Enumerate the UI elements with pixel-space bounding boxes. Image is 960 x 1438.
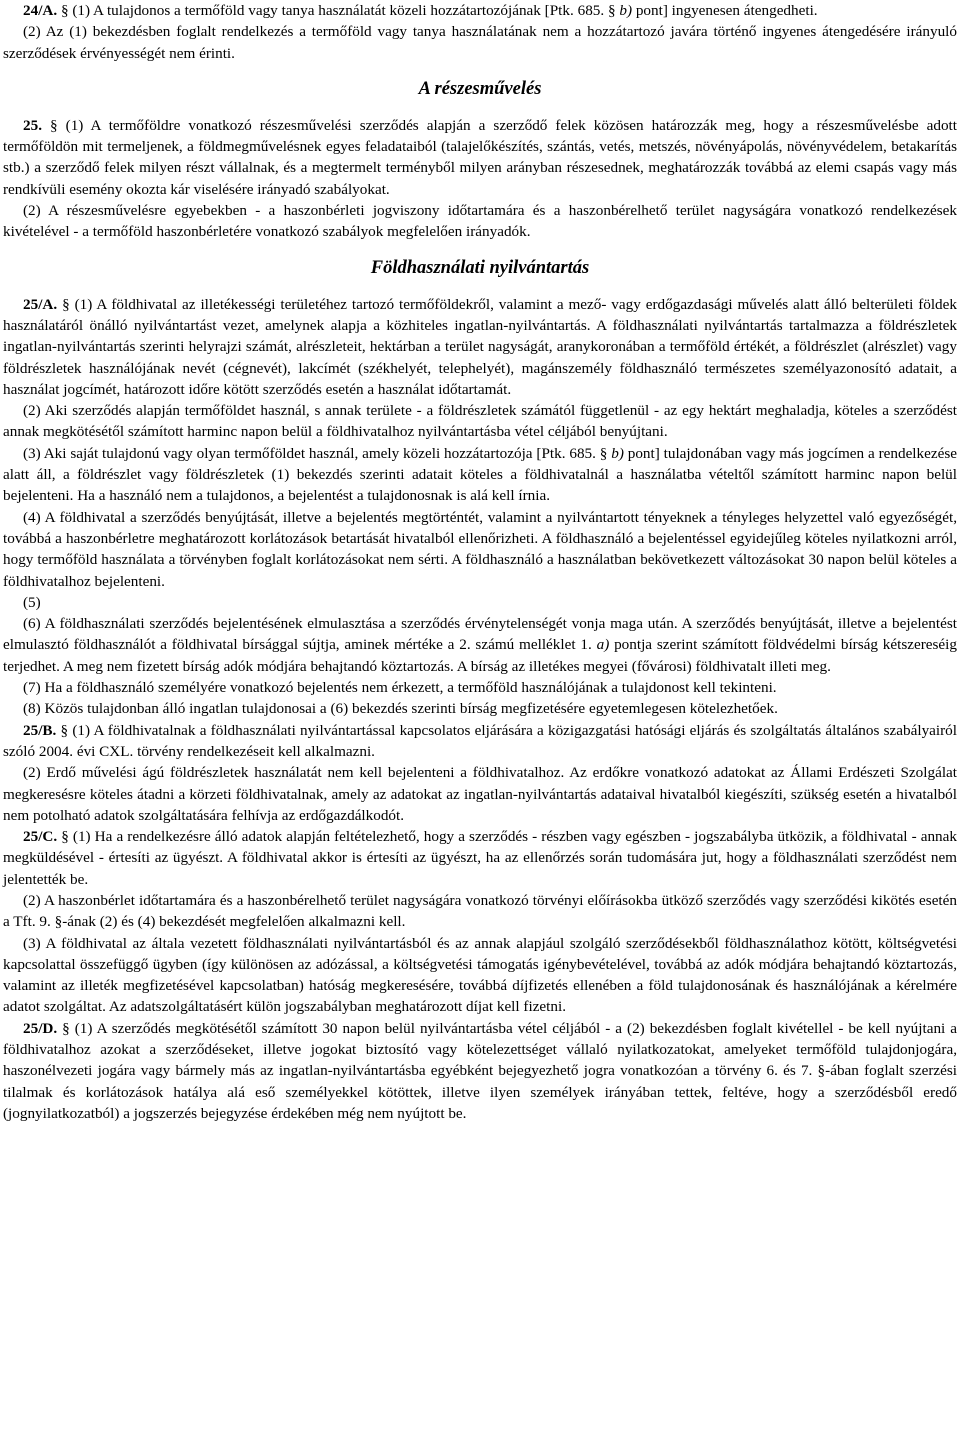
section-24a-paragraph-1 <box>3 0 957 21</box>
section-25a-paragraph-7 <box>3 677 957 698</box>
paragraph-text: pontja szerint számított földvédelmi bírság kétszereséig terjedhet. A meg nem fizetett bírság adók módjára behajtandó köztartozás. A bírság az illetékes megyei (fővárosi) földhivatalt illeti meg. <box>3 636 957 675</box>
section-24a-paragraph-2 <box>3 21 957 64</box>
section-number: 25. <box>23 116 42 134</box>
paragraph-italic-text: a) <box>596 636 610 654</box>
paragraph-text: (2) Aki szerződés alapján termőföldet használ, s annak területe - a földrészletek számától függetlenül - az egy hektárt meghaladja, köteles a szerződést annak megkötésétől számított harminc napon belül a földhivatalhoz nyilvántartásba vétel céljából benyújtani. <box>3 402 957 441</box>
paragraph-text: (5) <box>23 593 41 611</box>
paragraph-italic-text: b) <box>611 444 624 462</box>
section-25a-paragraph-6 <box>3 613 957 677</box>
section-number: 25/C. <box>23 828 58 846</box>
paragraph-text: § (1) A földhivatal az illetékességi területéhez tartozó termőföldekről, valamint a mező- vagy erdőgazdasági művelés alatt álló belterületi földek használatáról önálló nyilvántartást vezet, amelynek alapja a közhiteles ingatlan-nyilvántartás. A földhasználati nyilvántartás tartalmazza a földrészletek ingatlan-nyilvántartás szerinti helyrajzi számát, alrészleteit, hektárban a terület nagyságát, aranykoronában a termőföld értékét, a földrészlet (alrészlet) vagy földrészletek használójának nevét (cégnevét), lakcímét (székhelyét, telephelyét), magánszemély földhasználó természetes személyazonosító adatait, a használat jogcímét, határozott időre kötött szerződés esetén a használat időtartamát. <box>3 295 957 398</box>
section-25-paragraph-2 <box>3 200 957 243</box>
section-25a-paragraph-3 <box>3 443 957 507</box>
section-25c-paragraph-1 <box>3 826 957 890</box>
heading-foldhasznalati-nyilvantartas: Földhasználati nyilvántartás <box>370 257 590 278</box>
section-25b-paragraph-1 <box>3 720 957 763</box>
paragraph-text: (8) Közös tulajdonban álló ingatlan tulajdonosai a (6) bekezdés szerinti bírság megfizetésére egyetemlegesen kötelezhetőek. <box>23 700 778 718</box>
paragraph-text: pont] ingyenesen átengedheti. <box>632 2 818 19</box>
section-25a-paragraph-4 <box>3 507 957 592</box>
section-number: 25/B. <box>23 721 57 739</box>
paragraph-italic-text: b) <box>619 2 633 19</box>
paragraph-text: § (1) A földhivatalnak a földhasználati nyilvántartással kapcsolatos eljárására a közigazgatási hatósági eljárás és szolgáltatás általános szabályairól szóló 2004. évi CXL. törvény rendelkezéseit kell alkalmazni. <box>3 721 957 760</box>
paragraph-text: (2) A haszonbérlet időtartamára és a haszonbérelhető terület nagyságára vonatkozó törvényi előírásokba ütköző szerződés vagy szerződési kikötés esetén a Tft. 9. §-ának (2) és (4) bekezdését megfelelően alkalmazni kell. <box>3 891 957 931</box>
paragraph-text: § (1) Ha a rendelkezésre álló adatok alapján feltételezhető, hogy a szerződés - részben vagy egészben - jogszabályba ütközik, a földhivatal - annak megküldésével - értesíti az ügyészt. A földhivatal akkor is értesíti az ügyészt, ha az ellenőrzés során tudomására jut, hogy a földhasználati szerződést nem jelentették be. <box>3 828 957 888</box>
section-25d-paragraph-1 <box>3 1018 957 1124</box>
section-25a-paragraph-8 <box>3 698 957 719</box>
section-number: 25/D. <box>23 1019 58 1037</box>
paragraph-text: (3) Aki saját tulajdonú vagy olyan termőföldet használ, amely közeli hozzátartozója [Ptk. 685. § <box>23 444 612 462</box>
paragraph-text: (2) Az (1) bekezdésben foglalt rendelkezés a termőföld vagy tanya használatának nem a hozzátartozó javára történő ingyenes átengedésére irányuló szerződések érvényességét nem érinti. <box>3 23 957 62</box>
paragraph-text: (7) Ha a földhasználó személyére vonatkozó bejelentés nem érkezett, a termőföld használójának a tulajdonost kell tekinteni. <box>23 679 777 697</box>
paragraph-text: § (1) A termőföldre vonatkozó részesművelési szerződés alapján a szerződő felek közösen határozzák meg, hogy a részesművelésbe adott termőföldön mit termeljenek, a földmegművelésnek egyes feladataiból (talajelőkészítés, szántás, vetés, metszés, növényápolás, növényvédelem, betakarítás stb.) a szerződő felek milyen részt vállalnak, és a megtermelt terményből milyen arányban részesednek, meghatározzák továbbá az elemi csapás vagy más rendkívüli esemény okozta kár viselésére irányadó szabályokat. <box>3 116 957 198</box>
section-25b-paragraph-2 <box>3 762 957 826</box>
section-25a-paragraph-2 <box>3 400 957 443</box>
paragraph-text: (4) A földhivatal a szerződés benyújtását, illetve a bejelentés megtörténtét, valamint a nyilvántartott tényeknek a tényleges helyzettel való egyezőségét, továbbá a haszonbérletre meghatározott korlátozások betartását hivatalból ellenőrizheti. A földhasználó a bejelentéssel egyidejűleg köteles nyilatkozni arról, hogy termőföld használata a törvényben foglalt korlátozásokat nem sérti. A földhasználó a használatban bekövetkezett változásokat 30 napon belül köteles a földhivatalhoz bejelenteni. <box>3 508 957 590</box>
section-25c-paragraph-3 <box>3 933 957 1018</box>
heading-reszesmuveles: A részesművelés <box>418 78 542 99</box>
paragraph-text: pont] tulajdonában vagy más jogcímen a rendelkezése alatt áll, a földrészlet vagy földrészletek (1) bekezdés szerinti adatait köteles a földhivatalnál a használatba vételtől számított harminc napon belül bejelenteni. Ha a használó nem a tulajdonos, a bejelentést a tulajdonosnak is alá kell írnia. <box>3 444 957 505</box>
paragraph-text: (3) A földhivatal az általa vezetett földhasználati nyilvántartásból és az annak alapjául szolgáló szerződésekből földhasználathoz kötött, költségvetési kapcsolattal összefüggő ügyben (így különösen az adózással, a költségvetési támogatás igénybevételével, továbbá az adók módjára behajtandó köztartozás, valamint az illeték megfizetésével kapcsolatban) hatóság megkeresésére, továbbá díjfizetés ellenében a föld tulajdonosának és használójának a kérelmére adatot szolgáltat. Az adatszolgáltatásért külön jogszabályban meghatározott díjat kell fizetni. <box>3 934 957 1016</box>
section-25a-paragraph-5 <box>3 592 957 613</box>
paragraph-text: (2) Erdő művelési ágú földrészletek használatát nem kell bejelenteni a földhivatalhoz. Az erdőkre vonatkozó adatokat az Állami Erdészeti Szolgálat megkeresésre köteles átadni a körzeti földhivatalnak, amely az adatokat az ingatlan-nyilvántartás adataival hivatalból kiegészíti, szükség esetén a hivatalból nem potolható adatok szolgáltatására felhívja az erdőgazdálkodót. <box>3 764 957 824</box>
section-25a-paragraph-1 <box>3 294 957 400</box>
section-25c-paragraph-2 <box>3 890 957 933</box>
section-number: 24/A. <box>23 2 58 19</box>
section-number: 25/A. <box>23 295 58 313</box>
section-25-paragraph-1 <box>3 115 957 200</box>
paragraph-text: § (1) A tulajdonos a termőföld vagy tanya használatát közeli hozzátartozójának [Ptk. 685. § <box>57 2 620 19</box>
paragraph-text: § (1) A szerződés megkötésétől számított 30 napon belül nyilvántartásba vétel céljából - a (2) bekezdésben foglalt kivétellel - be kell nyújtani a földhivatalhoz azokat a szerződéseket, illetve jogokat biztosító vagy kötelezettséget vállaló nyilatkozatokat, amelyeket termőföld tulajdonjogára, haszonélvezeti jogára vagy bármely más az ingatlan-nyilvántartásba egyébként bejegyezhető jogra vonatkozóan a törvény 6. és 7. §-ában foglalt szerzési tilalmak és korlátozások hatálya alá eső személyekkel kötöttek, illetve ilyen személyek irányában tettek, feltéve, hogy a szerződésből eredő (jognyilatkozatból) a jogszerzés bejegyzése érdekében még nem nyújtott be. <box>3 1019 957 1122</box>
paragraph-text: (2) A részesművelésre egyebekben - a haszonbérleti jogviszony időtartamára és a haszonbérelhető terület nagyságára vonatkozó rendelkezések kivételével - a termőföld haszonbérletére vonatkozó szabályok megfelelően irányadók. <box>3 202 957 241</box>
paragraph-text: (6) A földhasználati szerződés bejelentésének elmulasztása a szerződés érvénytelenségét vonja maga után. A szerződés benyújtását, illetve a bejelentést elmulasztó földhasználót a földhivatal bírsággal sújtja, aminek mértéke a 2. számú melléklet 1. <box>3 615 957 654</box>
